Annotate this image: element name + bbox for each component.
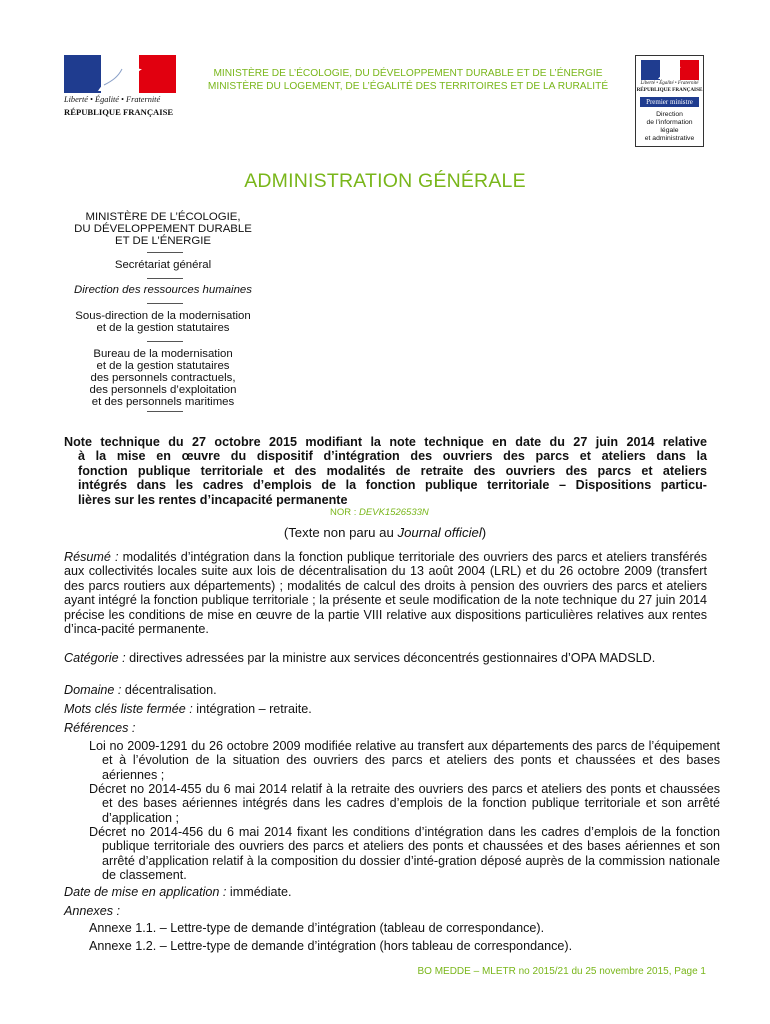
domaine-paragraph bbox=[64, 683, 707, 697]
categorie-label: Catégorie : bbox=[64, 651, 126, 665]
ministry-line-2: MINISTÈRE DU LOGEMENT, DE L’ÉGALITÉ DES TERRITOIRES ET DE LA RURALITÉ bbox=[207, 81, 609, 92]
nor-label: NOR : bbox=[330, 507, 360, 518]
org-separator-3 bbox=[147, 303, 183, 304]
ministry-header bbox=[178, 67, 638, 93]
mots-cles-paragraph bbox=[64, 702, 707, 716]
marianne-flag-icon bbox=[64, 55, 176, 93]
ministry-line-1: MINISTÈRE DE L’ÉCOLOGIE, DU DÉVELOPPEMENT DURABLE ET DE L’ÉNERGIE bbox=[213, 68, 603, 79]
date-application-label: Date de mise en application : bbox=[64, 885, 227, 899]
logo-motto: Liberté • Égalité • Fraternité bbox=[64, 95, 161, 104]
org-ministry-line-1: MINISTÈRE DE L’ÉCOLOGIE, bbox=[85, 211, 241, 223]
domaine-label: Domaine : bbox=[64, 683, 122, 697]
org-bureau bbox=[58, 348, 268, 408]
org-separator-1 bbox=[147, 252, 183, 253]
dila-motto: Liberté • Égalité • Fraternité bbox=[640, 81, 699, 86]
resume-label: Résumé : bbox=[64, 550, 119, 564]
org-bureau-line-4: des personnels d’exploitation bbox=[89, 384, 237, 396]
org-subdirection bbox=[58, 310, 268, 334]
org-secretariat: Secrétariat général bbox=[114, 259, 212, 271]
org-ministry bbox=[58, 211, 268, 247]
nor-reference bbox=[330, 507, 429, 518]
publication-note bbox=[0, 525, 770, 540]
mots-cles-text: intégration – retraite. bbox=[196, 702, 312, 716]
nor-value: DEVK1526533N bbox=[359, 507, 429, 518]
resume-text: modalités d’intégration dans la fonction publique territoriale des ouvriers des parcs et ateliers transférés aux collectivités locales suite aux lois de décentralisation du 13 août 2004 (LRL) et du 26 octobre 2009 (transfert des parcs routiers aux départements) ; modalités de calcul des droits à pension des ouvriers des parcs et ateliers ayant intégré la fonction publique territoriale ; la présente et seule modification de la note technique du 27 juin 2014 précise les conditions de mise en œuvre de la partie VIII relative aux dispositions particulières relatives aux rentes d’inca-pacité permanente. bbox=[64, 550, 707, 637]
org-bureau-line-3: des personnels contractuels, bbox=[90, 372, 236, 384]
org-separator-4 bbox=[147, 341, 183, 342]
org-ministry-line-2: DU DÉVELOPPEMENT DURABLE bbox=[74, 223, 252, 235]
categorie-paragraph bbox=[64, 651, 707, 665]
reference-item-2: Décret no 2014-455 du 6 mai 2014 relatif à la retraite des ouvriers des parcs et ateliers des ponts et chaussées et des bases aériennes intégrés dans les cadres d’emplois de la fonction publique territoriale et son arrêté d’application ; bbox=[89, 782, 720, 825]
note-title-line-5: lières sur les rentes d’incapacité permanente bbox=[78, 492, 348, 507]
reference-item-3: Décret no 2014-456 du 6 mai 2014 fixant les conditions d’intégration dans les cadres d’emplois de la fonction publique territoriale des ouvriers des parcs et ateliers des ponts et chaussées et des bases aériennes et son arrêté d’application relatif à la composition du dossier d’inté-gration déposé auprès de la commission nationale de classement. bbox=[89, 825, 720, 883]
section-title: ADMINISTRATION GÉNÉRALE bbox=[244, 170, 526, 192]
domaine-text: décentralisation. bbox=[124, 683, 217, 697]
dila-text bbox=[636, 111, 703, 143]
logo-republic: RÉPUBLIQUE FRANÇAISE bbox=[64, 107, 174, 117]
publication-after: ) bbox=[481, 525, 487, 540]
org-ministry-line-3: ET DE L’ÉNERGIE bbox=[114, 235, 211, 247]
org-subdirection-line-1: Sous-direction de la modernisation bbox=[75, 310, 251, 322]
dila-logo bbox=[635, 55, 704, 147]
note-title-line-3: fonction publique territoriale et des modalités de retraite des ouvriers des parcs et ateliers bbox=[78, 463, 707, 478]
note-title-line-1: Note technique du 27 octobre 2015 modifiant la note technique en date du 27 juin 2014 relative bbox=[64, 435, 707, 449]
org-direction: Direction des ressources humaines bbox=[74, 284, 252, 296]
page-footer: BO MEDDE – MLETR no 2015/21 du 25 novembre 2015, Page 1 bbox=[417, 966, 706, 977]
resume-paragraph bbox=[64, 550, 707, 636]
note-title-line-2: à la mise en œuvre du dispositif d’intégration des ouvriers des parcs et ateliers dans la bbox=[78, 449, 707, 464]
dila-line-1: Direction bbox=[656, 111, 683, 118]
annexe-item-1: Annexe 1.1. – Lettre-type de demande d’intégration (tableau de correspondance). bbox=[89, 921, 545, 935]
org-subdirection-line-2: et de la gestion statutaires bbox=[96, 322, 230, 334]
annexes-label: Annexes : bbox=[64, 904, 121, 918]
note-title-line-4: intégrés dans les cadres d’emplois de la fonction publique territoriale – Dispositions particu- bbox=[78, 478, 707, 493]
dila-line-3: légale bbox=[660, 127, 679, 134]
categorie-text: directives adressées par la ministre aux services déconcentrés gestionnaires d’OPA MADSLD. bbox=[129, 651, 656, 665]
note-title bbox=[64, 435, 707, 507]
org-separator-5 bbox=[147, 411, 183, 412]
publication-before: (Texte non paru au bbox=[283, 525, 398, 540]
dila-line-2: de l’information bbox=[646, 119, 693, 126]
date-application-paragraph bbox=[64, 885, 707, 899]
premier-ministre-band: Premier ministre bbox=[640, 97, 699, 107]
org-bureau-line-1: Bureau de la modernisation bbox=[93, 348, 233, 360]
republic-logo-left bbox=[64, 55, 178, 121]
dila-republic: RÉPUBLIQUE FRANÇAISE bbox=[636, 87, 703, 93]
publication-journal: Journal officiel bbox=[397, 525, 482, 540]
org-bureau-line-5: et des personnels maritimes bbox=[91, 396, 235, 408]
annexe-item-2: Annexe 1.2. – Lettre-type de demande d’intégration (hors tableau de correspondance). bbox=[89, 939, 573, 953]
references-label: Références : bbox=[64, 721, 136, 735]
marianne-flag-small-icon bbox=[641, 60, 699, 80]
mots-cles-label: Mots clés liste fermée : bbox=[64, 702, 193, 716]
dila-line-4: et administrative bbox=[644, 135, 695, 142]
date-application-text: immédiate. bbox=[229, 885, 292, 899]
org-bureau-line-2: et de la gestion statutaires bbox=[96, 360, 230, 372]
reference-item-1: Loi no 2009-1291 du 26 octobre 2009 modifiée relative au transfert aux départements des parcs de l’équipement et à l’évolution de la situation des ouvriers des parcs et ateliers des ponts et chaussées et des bases aériennes ; bbox=[89, 739, 720, 782]
org-separator-2 bbox=[147, 278, 183, 279]
